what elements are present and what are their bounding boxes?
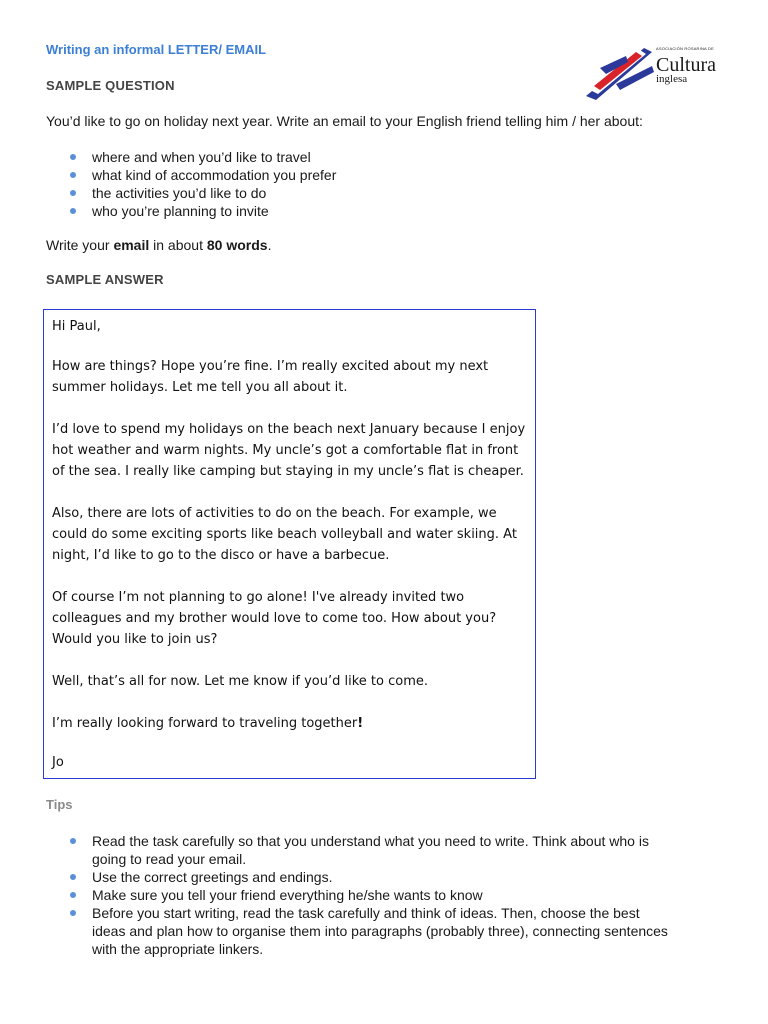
bullet-icon [70,838,76,844]
email-paragraph-4: Of course I’m not planning to go alone! I've already invited two colleagues and my brother would love to come too. How about you? Would you like to join us? [52,590,497,647]
sample-email-box [43,309,536,779]
sample-answer-heading: SAMPLE ANSWER [46,272,164,287]
tips-heading: Tips [46,797,73,812]
bullet-icon [70,208,76,214]
logo-top-text: ASOCIACIÓN ROSARINA DE [656,46,714,51]
tips-list [46,832,676,958]
email-paragraph-1: How are things? Hope you’re fine. I’m really excited about my next summer holidays. Let me tell you all about it. [52,359,489,395]
email-paragraph-6: I’m really looking forward to traveling together! [52,716,364,731]
list-item: the activities you’d like to do [46,184,336,202]
list-item: Make sure you tell your friend everything he/she wants to know [46,886,676,904]
question-bullet-list [46,148,336,220]
list-item: what kind of accommodation you prefer [46,166,336,184]
email-paragraph-3: Also, there are lots of activities to do on the beach. For example, we could do some exciting sports like beach volleyball and water skiing. At night, I’d like to go to the disco or have a barbecue. [52,506,517,563]
email-signoff: Jo [52,755,64,770]
list-item: Read the task carefully so that you understand what you need to write. Think about who is going to read your email. [46,832,676,868]
sample-question-heading: SAMPLE QUESTION [46,78,175,93]
logo-main-text: Cultura [656,54,716,76]
logo-sub-text: inglesa [656,73,688,85]
email-paragraph-5: Well, that’s all for now. Let me know if you’d like to come. [52,674,428,689]
list-item: Use the correct greetings and endings. [46,868,676,886]
email-greeting: Hi Paul, [52,319,101,334]
email-paragraph-2: I’d love to spend my holidays on the beach next January because I enjoy hot weather and warm nights. My uncle’s got a comfortable flat in front of the sea. I really like camping but staying in my uncle’s flat is cheaper. [52,422,526,479]
word-count-instruction: Write your email in about 80 words. [46,237,272,253]
bullet-icon [70,190,76,196]
list-item: Before you start writing, read the task carefully and think of ideas. Then, choose the best ideas and plan how to organise them into paragraphs (probably three), connecting sentences with the appropriate linkers. [46,904,676,958]
bullet-icon [70,172,76,178]
bullet-icon [70,874,76,880]
document-title: Writing an informal LETTER/ EMAIL [46,42,267,57]
bullet-icon [70,892,76,898]
list-item: who you’re planning to invite [46,202,336,220]
list-item: where and when you’d like to travel [46,148,336,166]
bullet-icon [70,910,76,916]
flag-icon [586,46,656,102]
bullet-icon [70,154,76,160]
question-intro: You’d like to go on holiday next year. Write an email to your English friend telling him / her about: [46,113,643,129]
